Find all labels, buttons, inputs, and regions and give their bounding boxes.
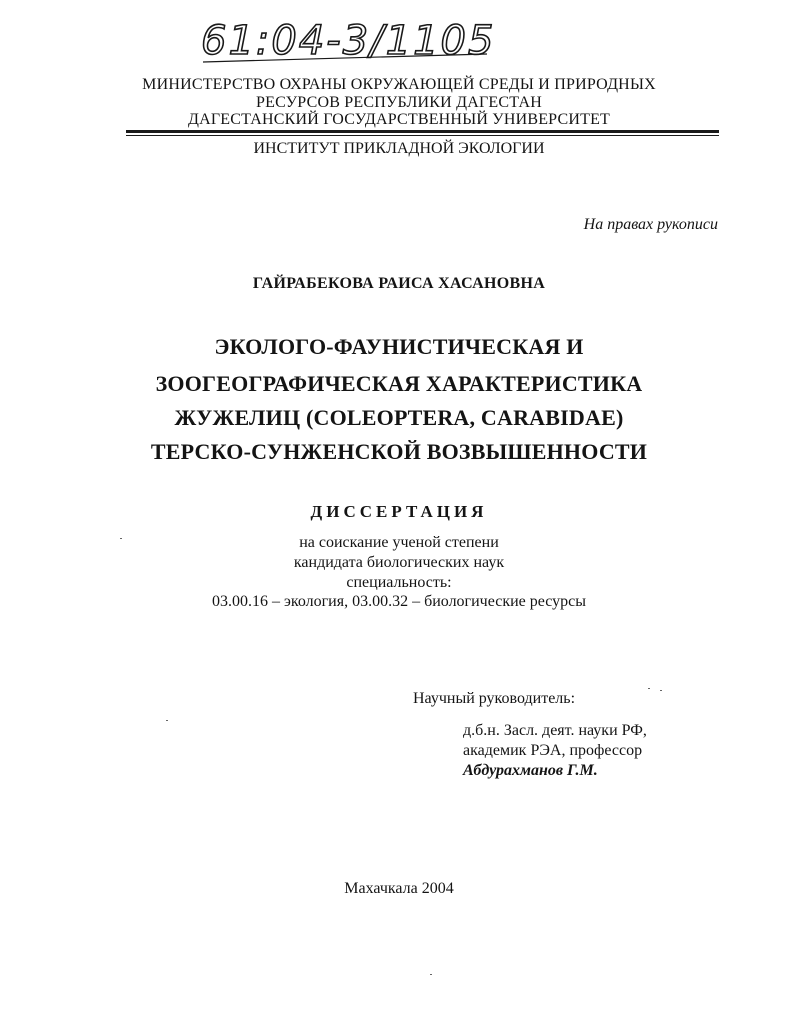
author-name: ГАЙРАБЕКОВА РАИСА ХАСАНОВНА bbox=[252, 275, 546, 292]
supervisor-title-2: академик РЭА, профессор bbox=[463, 742, 643, 759]
scan-speck bbox=[120, 538, 122, 539]
ministry-line-2: РЕСУРСОВ РЕСПУБЛИКИ ДАГЕСТАН bbox=[256, 94, 542, 111]
title-line-3: ЖУЖЕЛИЦ (COLEOPTERA, CARABIDAE) bbox=[174, 405, 624, 430]
title-line-1: ЭКОЛОГО-ФАУНИСТИЧЕСКАЯ И bbox=[214, 334, 584, 359]
university-name: ДАГЕСТАНСКИЙ ГОСУДАРСТВЕННЫЙ УНИВЕРСИТЕТ bbox=[187, 111, 611, 128]
supervisor-label: Научный руководитель: bbox=[413, 690, 576, 707]
title-line-4: ТЕРСКО-СУНЖЕНСКОЙ ВОЗВЫШЕННОСТИ bbox=[150, 439, 648, 464]
scan-speck bbox=[430, 974, 432, 975]
handwritten-code-text: 61:04-3/1105 bbox=[201, 18, 495, 64]
degree-line-2: кандидата биологических наук bbox=[293, 554, 505, 571]
handwritten-archive-code bbox=[195, 8, 495, 70]
title-line-2: ЗООГЕОГРАФИЧЕСКАЯ ХАРАКТЕРИСТИКА bbox=[155, 371, 643, 396]
scan-speck bbox=[660, 690, 662, 691]
header-divider-thick bbox=[126, 130, 719, 133]
specialty-label: специальность: bbox=[346, 574, 452, 591]
specialty-codes: 03.00.16 – экология, 03.00.32 – биологические ресурсы bbox=[211, 593, 586, 610]
degree-line-1: на соискание ученой степени bbox=[299, 534, 499, 551]
ministry-line-1: МИНИСТЕРСТВО ОХРАНЫ ОКРУЖАЮЩЕЙ СРЕДЫ И ПРИРОДНЫХ bbox=[142, 76, 656, 93]
supervisor-name: Абдурахманов Г.М. bbox=[463, 762, 598, 779]
manuscript-rights-note: На правах рукописи bbox=[583, 216, 718, 233]
supervisor-title-1: д.б.н. Засл. деят. науки РФ, bbox=[463, 722, 647, 739]
scan-speck bbox=[648, 688, 650, 689]
dissertation-heading: ДИССЕРТАЦИЯ bbox=[310, 502, 488, 521]
institute-name: ИНСТИТУТ ПРИКЛАДНОЙ ЭКОЛОГИИ bbox=[253, 140, 545, 157]
header-divider-thin bbox=[126, 135, 719, 136]
city-year: Махачкала 2004 bbox=[344, 880, 454, 897]
scan-speck bbox=[166, 720, 168, 721]
